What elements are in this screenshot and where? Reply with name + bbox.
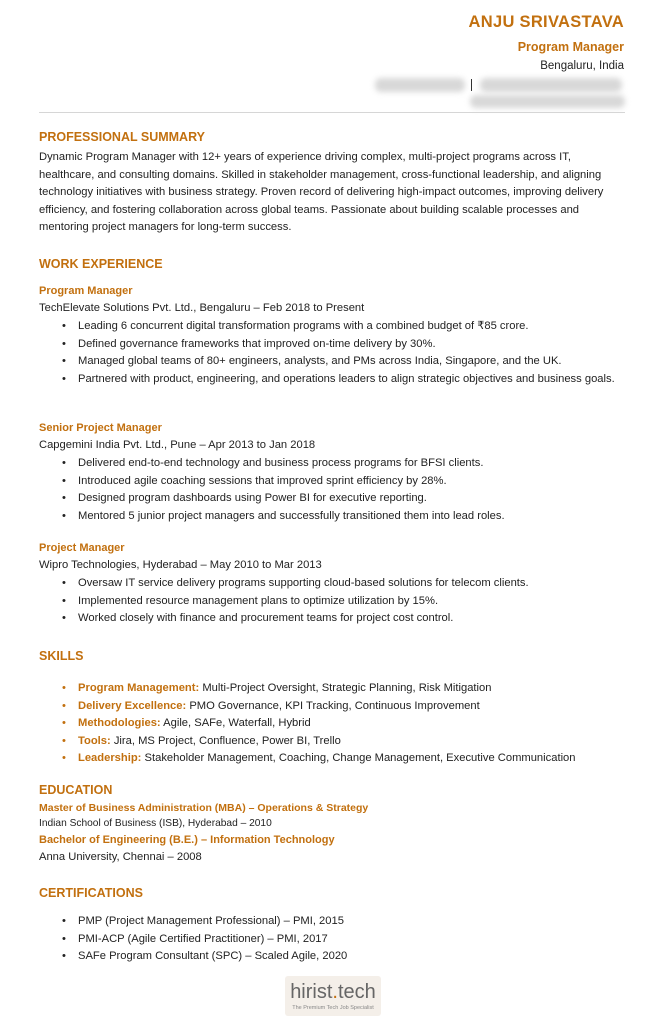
contact-separator	[471, 79, 472, 91]
skill-value: Stakeholder Management, Coaching, Change Management, Executive Communication	[141, 752, 576, 764]
job-bullets	[62, 575, 622, 628]
skill-label: Leadership:	[78, 752, 142, 764]
job-title: Senior Project Manager	[39, 422, 162, 434]
job-title: Program Manager	[39, 285, 133, 297]
skill-value: Agile, SAFe, Waterfall, Hybrid	[160, 717, 311, 729]
skill-value: Jira, MS Project, Confluence, Power BI, Trello	[110, 734, 341, 747]
list-item: • Partnered with product, engineering, and operations leaders to align strategic objectives and business goals.	[62, 371, 622, 389]
skills-list	[62, 680, 622, 768]
header-divider	[39, 112, 625, 113]
logo-tagline: The Premium Tech Job Specialist	[292, 1005, 374, 1011]
skill-value: PMO Governance, KPI Tracking, Continuous Improvement	[186, 699, 480, 712]
skill-value: Multi-Project Oversight, Strategic Planning, Risk Mitigation	[199, 682, 492, 694]
job-bullets	[62, 455, 622, 525]
certifications-heading: CERTIFICATIONS	[39, 886, 143, 900]
list-item	[62, 715, 622, 733]
list-item: • Delivered end-to-end technology and business process programs for BFSI clients.	[62, 455, 622, 473]
candidate-name: ANJU SRIVASTAVA	[468, 13, 624, 31]
job-company: TechElevate Solutions Pvt. Ltd., Bengaluru – Feb 2018 to Present	[39, 302, 365, 314]
certifications-list	[62, 913, 622, 966]
logo-brand: hirist	[290, 981, 333, 1003]
list-item: • Oversaw IT service delivery programs supporting cloud-based solutions for telecom clients.	[62, 575, 622, 593]
candidate-title: Program Manager	[517, 40, 624, 54]
list-item: • Mentored 5 junior project managers and successfully transitioned them into lead roles.	[62, 508, 622, 526]
list-item: • SAFe Program Consultant (SPC) – Scaled Agile, 2020	[62, 948, 622, 966]
logo-tld: tech	[337, 981, 376, 1003]
list-item: • Defined governance frameworks that improved on-time delivery by 30%.	[62, 336, 622, 354]
redacted-email	[480, 78, 622, 92]
logo-dot: .	[332, 981, 338, 1003]
degree-title: Master of Business Administration (MBA) – Operations & Strategy	[39, 802, 369, 814]
education-heading: EDUCATION	[39, 783, 113, 797]
degree-title: Bachelor of Engineering (B.E.) – Information Technology	[39, 834, 335, 846]
list-item: • Introduced agile coaching sessions that improved sprint efficiency by 28%.	[62, 473, 622, 491]
logo-wordmark	[285, 976, 381, 1004]
skill-label: Methodologies:	[78, 717, 161, 729]
summary-text: Dynamic Program Manager with 12+ years of experience driving complex, multi-project programs across IT, healthcare, and consulting domains. Skilled in stakeholder management, cross-functional leadership, and aligning technology initiatives with business strategy. Proven record of delivering high-impact outcomes, improving delivery efficiency, and fostering collaboration across global teams. Passionate about building scalable processes and mentoring project managers for long-term success.	[39, 151, 604, 233]
list-item	[62, 750, 622, 768]
list-item: • PMI-ACP (Agile Certified Practitioner) – PMI, 2017	[62, 931, 622, 949]
degree-school: Indian School of Business (ISB), Hyderabad – 2010	[39, 818, 272, 829]
skills-heading: SKILLS	[39, 649, 84, 663]
list-item: • Managed global teams of 80+ engineers, analysts, and PMs across India, Singapore, and the UK.	[62, 353, 622, 371]
job-company: Capgemini India Pvt. Ltd., Pune – Apr 2013 to Jan 2018	[39, 439, 316, 451]
list-item: • PMP (Project Management Professional) – PMI, 2015	[62, 913, 622, 931]
skill-label: Program Management:	[78, 682, 200, 694]
candidate-location: Bengaluru, India	[540, 60, 624, 72]
job-company: Wipro Technologies, Hyderabad – May 2010 to Mar 2013	[39, 559, 322, 571]
summary-heading: PROFESSIONAL SUMMARY	[39, 130, 205, 144]
job-title: Project Manager	[39, 542, 125, 554]
list-item	[62, 698, 622, 716]
skill-label: Delivery Excellence:	[78, 699, 187, 712]
job-bullets	[62, 318, 622, 388]
hirist-watermark-logo	[285, 976, 381, 1016]
redacted-link	[470, 95, 625, 108]
list-item	[62, 680, 622, 698]
redacted-phone	[375, 78, 465, 92]
list-item	[62, 733, 622, 751]
degree-school: Anna University, Chennai – 2008	[39, 851, 202, 863]
list-item: • Worked closely with finance and procurement teams for project cost control.	[62, 610, 622, 628]
skill-label: Tools:	[78, 734, 111, 747]
list-item: • Designed program dashboards using Power BI for executive reporting.	[62, 490, 622, 508]
list-item: • Implemented resource management plans to optimize utilization by 15%.	[62, 593, 622, 611]
experience-heading: WORK EXPERIENCE	[39, 257, 163, 271]
list-item: • Leading 6 concurrent digital transformation programs with a combined budget of ₹85 crore.	[62, 318, 622, 336]
